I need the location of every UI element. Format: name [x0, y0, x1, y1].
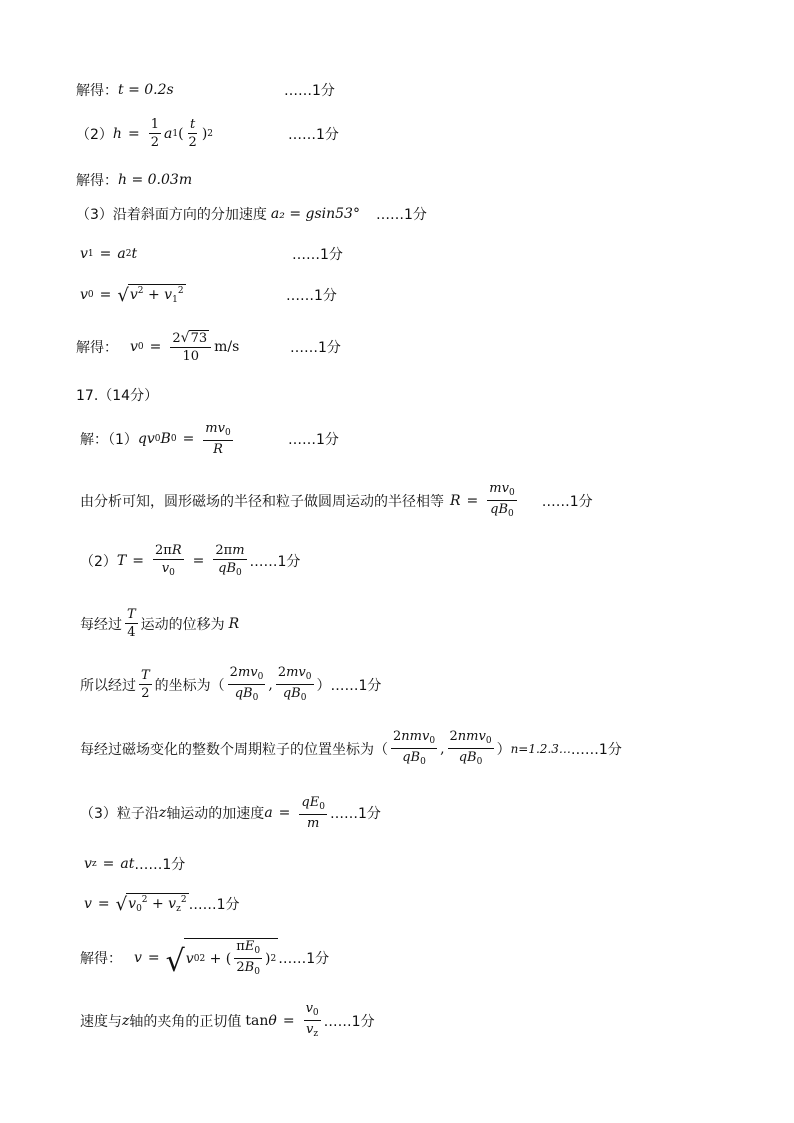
solution-line-a2 [76, 204, 427, 224]
solution-line-v1: v 1 = a 2 t ……1分 [80, 246, 343, 263]
solution-line-v0-result: 解得： v 0 = 2 √ 73 10 m/s ……1分 [76, 330, 341, 364]
solution-line-radius: 由分析可知，圆形磁场的半径和粒子做圆周运动的半径相等 R = $\frac{mv_0}{qB_0}$ ……1分 [80, 481, 593, 519]
equation-text: h = 0.03m [118, 172, 193, 188]
solution-line-v0: v 0 = √ $v^2 + v_1^2$ ……1分 [80, 285, 337, 306]
score-text: ……1分 [570, 741, 622, 758]
fraction: $\frac{2mv_0}{qB_0}$ [229, 665, 264, 703]
equation-text: t = 0.2s [118, 82, 174, 98]
prefix-text: 解得： [80, 950, 122, 967]
description-text: 由分析可知，圆形磁场的半径和粒子做圆周运动的半径相等 [80, 493, 444, 510]
score-text: ……1分 [278, 950, 330, 967]
prefix-text: 解：（1） [80, 432, 138, 448]
score-text: ……1分 [330, 677, 382, 694]
score-text: ……1分 [329, 806, 381, 822]
question-title: 17.（14分） [76, 388, 159, 404]
score-text: ……1分 [286, 287, 337, 304]
part-label: （2） [80, 554, 117, 570]
solution-line-period: （2） T = $\frac{2\pi R}{v_0}$ = $\frac{2\pi m}{qB_0}$ ……1分 [80, 543, 301, 578]
solution-line-h: （2） h = $\frac{1}{2}$ a 1 ( $\frac{t}{2}$ ) 2 ……1分 [76, 117, 339, 150]
fraction: $\frac{v_0}{v_z}$ [305, 1001, 319, 1039]
solution-line-v-result: 解得： v = √ v 0 2 + ( $\frac{\pi E_0}{2B_0}$ ) 2 ……1分 [80, 939, 330, 979]
score-text: ……1分 [249, 554, 301, 570]
fraction: $\frac{1}{2}$ [150, 117, 159, 150]
score-text: ……1分 [288, 126, 339, 143]
fraction: $\frac{mv_0}{R}$ [205, 421, 231, 457]
fraction: $\frac{qE_0}{m}$ [301, 795, 325, 831]
score-text: ……1分 [284, 83, 335, 99]
score-text: ……1分 [292, 247, 343, 263]
fraction: $\frac{t}{2}$ [188, 117, 197, 150]
prefix-text: 解得： [76, 173, 118, 189]
sqrt-expression: √ $v_0^2 + v_z^2$ [115, 894, 187, 915]
prefix-text: 解得： [76, 339, 118, 356]
fraction: $\frac{2\pi m}{qB_0}$ [215, 543, 245, 578]
fraction: $\frac{mv_0}{qB_0}$ [489, 481, 515, 519]
prefix-text: 解得： [76, 83, 118, 99]
solution-line-accel: （3）粒子沿 z 轴运动的加速度 a = $\frac{qE_0}{m}$ ……1分 [80, 795, 381, 831]
score-text: ……1分 [290, 339, 341, 356]
solution-line-h-result [76, 170, 192, 190]
fraction: $\frac{2mv_0}{qB_0}$ [277, 665, 312, 703]
solution-line-quarter: 每经过 $\frac{T}{4}$ 运动的位移为 R [80, 607, 240, 640]
score-text: ……1分 [323, 1013, 375, 1030]
fraction: $\frac{T}{2}$ [141, 668, 150, 701]
fraction: $\frac{2nmv_0}{qB_0}$ [449, 729, 492, 767]
solution-line-qvb: 解：（1） qv 0 B 0 = $\frac{mv_0}{R}$ ……1分 [80, 421, 339, 457]
equation-text: h [112, 125, 122, 142]
part-label: （2） [76, 126, 113, 143]
fraction: 2 √ 73 10 [170, 330, 211, 363]
score-text: ……1分 [541, 493, 593, 510]
solution-line-tan: 速度与 z 轴的夹角的正切值 tanθ = $\frac{v_0}{v_z}$ ……1分 [80, 1001, 375, 1039]
score-text: ……1分 [134, 857, 186, 873]
solution-line-n-coord: 每经过磁场变化的整数个周期粒子的位置坐标为（ $\frac{2nmv_0}{qB_0}$ , $\frac{2nmv_0}{qB_0}$ ） n=1.2.3… ……1分 [80, 729, 622, 767]
unit-text: m/s [214, 338, 240, 355]
solution-line-vz: v z = at ……1分 [84, 856, 186, 873]
solution-line-t [76, 80, 335, 100]
fraction: $\frac{2nmv_0}{qB_0}$ [393, 729, 436, 767]
sqrt-expression: √ $v^2 + v_1^2$ [117, 285, 184, 306]
description-text: （3）沿着斜面方向的分加速度 [76, 207, 267, 223]
score-text: ……1分 [375, 207, 427, 223]
sqrt-expression: √ v 0 2 + ( $\frac{\pi E_0}{2B_0}$ ) 2 [165, 939, 277, 979]
score-text: ……1分 [288, 432, 339, 448]
equation-text: a₂ = gsin53° [270, 206, 360, 222]
score-text: ……1分 [188, 896, 240, 913]
fraction: $\frac{2\pi R}{v_0}$ [155, 543, 182, 578]
solution-line-half-coord: 所以经过 $\frac{T}{2}$ 的坐标为（ $\frac{2mv_0}{qB_0}$ , $\frac{2mv_0}{qB_0}$ ） ……1分 [80, 665, 382, 703]
fraction: $\frac{T}{4}$ [127, 607, 136, 640]
solution-line-v: v = √ $v_0^2 + v_z^2$ ……1分 [84, 894, 240, 915]
